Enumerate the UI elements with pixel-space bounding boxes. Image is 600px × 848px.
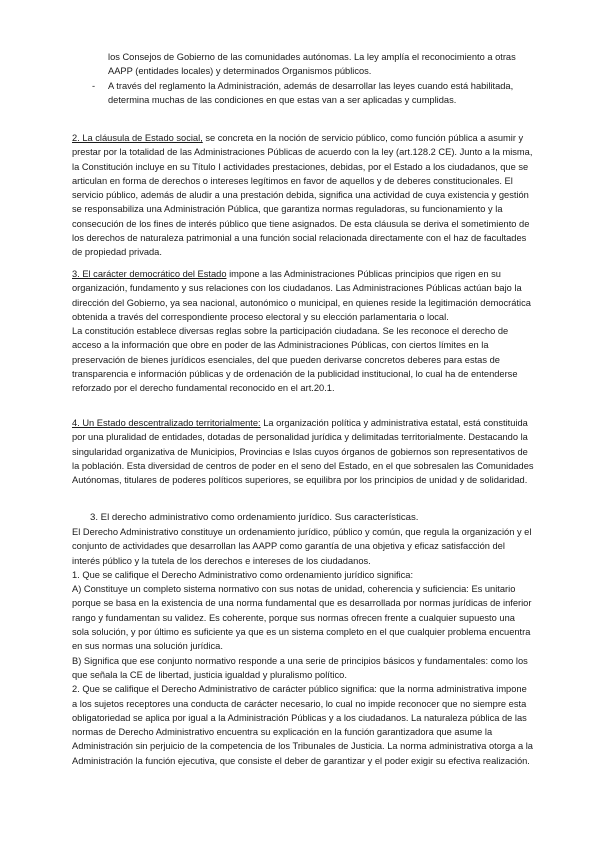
section-3 [72, 267, 534, 396]
part-3-intro: El Derecho Administrativo constituye un ordenamiento jurídico, público y común, que regula la organización y el conjunto de actividades que desarrollan las AAPP como garantía de una objetiva y eficaz satisfacción del interés público y la tutela de los derechos e intereses de los ciudadanos. [72, 527, 532, 566]
part-3-a: A) Constituye un completo sistema normativo con sus notas de unidad, coherencia y suficiencia: Es unitario porque se basa en la existencia de una norma fundamental que es desarrollada por normas jurídicas de inferior rango y fundamentan su validez. Es coherente, porque sus normas ofrecen frente a cualquier supuesto una sola solución, y por último es suficiente ya que es un sistema completo en el que cualquier problema encuentra en sus normas una solución jurídica. [72, 584, 532, 652]
section-4-paragraph: 4. Un Estado descentralizado territorialmente: La organización política y administrativa estatal, está constituida por una pluralidad de entidades, dotadas de personalidad jurídica y delimitadas territorialmente. Destacando la singularidad organizativa de Municipios, Provincias e Islas cuyos órganos de gobiernos son representativos de la población. Esta diversidad de centros de poder en el seno del Estado, en el que sobresalen las Comunidades Autónomas, titulares de poderes políticos superiores, se equilibra por los principios de unidad y de solidaridad. [72, 418, 534, 486]
part-3-body [72, 525, 534, 768]
list-item: A través del reglamento la Administración, además de desarrollar las leyes cuando está habilitada, determina muchas de las condiciones en que estas van a ser aplicadas y cumplidas. [108, 81, 514, 106]
section-2-paragraph: 2. La cláusula de Estado social, se concreta en la noción de servicio público, como función pública a asumir y prestar por la totalidad de las Administraciones Públicas de acuerdo con la ley (art.128.2 CE). Junto a la misma, la Constitución incluye en su Título I actividades prestaciones, debidas, por el Estado a los ciudadanos, que se articulan en forma de derechos o intereses legítimos en favor de aquellos y de deberes constitucionales. El servicio público, además de aludir a una prestación debida, significa una actividad de cuya existencia y gestión se responsabiliza una Administración Pública, que garantiza normas reguladoras, su funcionamiento y la consecución de los fines de interés público que tiene asignados. De esta cláusula se deriva el sometimiento de los derechos de naturaleza patrimonial a una función social relacionada directamente con el haz de facultades de propiedad privada. [72, 133, 533, 258]
section-4 [72, 416, 534, 487]
section-3-paragraph-2: La constitución establece diversas reglas sobre la participación ciudadana. Se les reconoce el derecho de acceso a la información que obre en poder de las Administraciones Públicas, con ciertos límites en la preservación de bienes jurídicos esenciales, del que pueden derivarse concretos deberes para estas de transparencia e información públicas y de ordenación de la publicidad institucional, lo cual ha de entenderse reforzado por el derecho fundamental reconocido en el art.20.1. [72, 326, 518, 394]
section-3-paragraph: 3. El carácter democrático del Estado impone a las Administraciones Públicas principios que rigen en su organización, fundamento y sus relaciones con los ciudadanos. Las Administraciones Públicas actúan bajo la dirección del Gobierno, ya sea nacional, autonómico o municipal, en quienes reside la legitimación democrática obtenida a través del correspondiente proceso electoral y su elección parlamentaria o local. [72, 269, 531, 322]
section-3-heading: 3. El carácter democrático del Estado [72, 269, 227, 279]
part-3-q2: 2. Que se califique el Derecho Administrativo de carácter público significa: que la norma administrativa impone a los sujetos receptores una conducta de carácter necesario, lo cual no impide reconocer que no siempre esta obligatoriedad se aplica por igual a la Administración Públicas y a los ciudadanos. La naturaleza pública de las normas de Derecho Administrativo encuentra su explicación en la función garantizadora que asume la Administración sin perjuicio de la competencia de los Tribunales de Justicia. La norma administrativa otorga a la Administración la función ejecutiva, que consiste el deber de garantizar y el poder exigir su efectiva realización. [72, 684, 533, 766]
section-2-heading: 2. La cláusula de Estado social, [72, 133, 203, 143]
bullet-marker: - [92, 81, 96, 91]
part-3-q1: 1. Que se califique el Derecho Administrativo como ordenamiento jurídico significa: [72, 569, 414, 580]
part-3-heading: 3. El derecho administrativo como ordenamiento jurídico. Sus características. [90, 512, 419, 523]
part-3-b: B) Significa que ese conjunto normativo responde a una serie de principios básicos y fundamentales: como los que señala la CE de libertad, justicia igualdad y pluralismo político. [72, 655, 528, 680]
section-4-heading: 4. Un Estado descentralizado territorialmente: [72, 418, 261, 428]
section-2 [72, 131, 534, 260]
list-continuation: los Consejos de Gobierno de las comunidades autónomas. La ley amplía el reconocimiento a otras AAPP (entidades locales) y determinados Organismos públicos. [108, 52, 516, 77]
